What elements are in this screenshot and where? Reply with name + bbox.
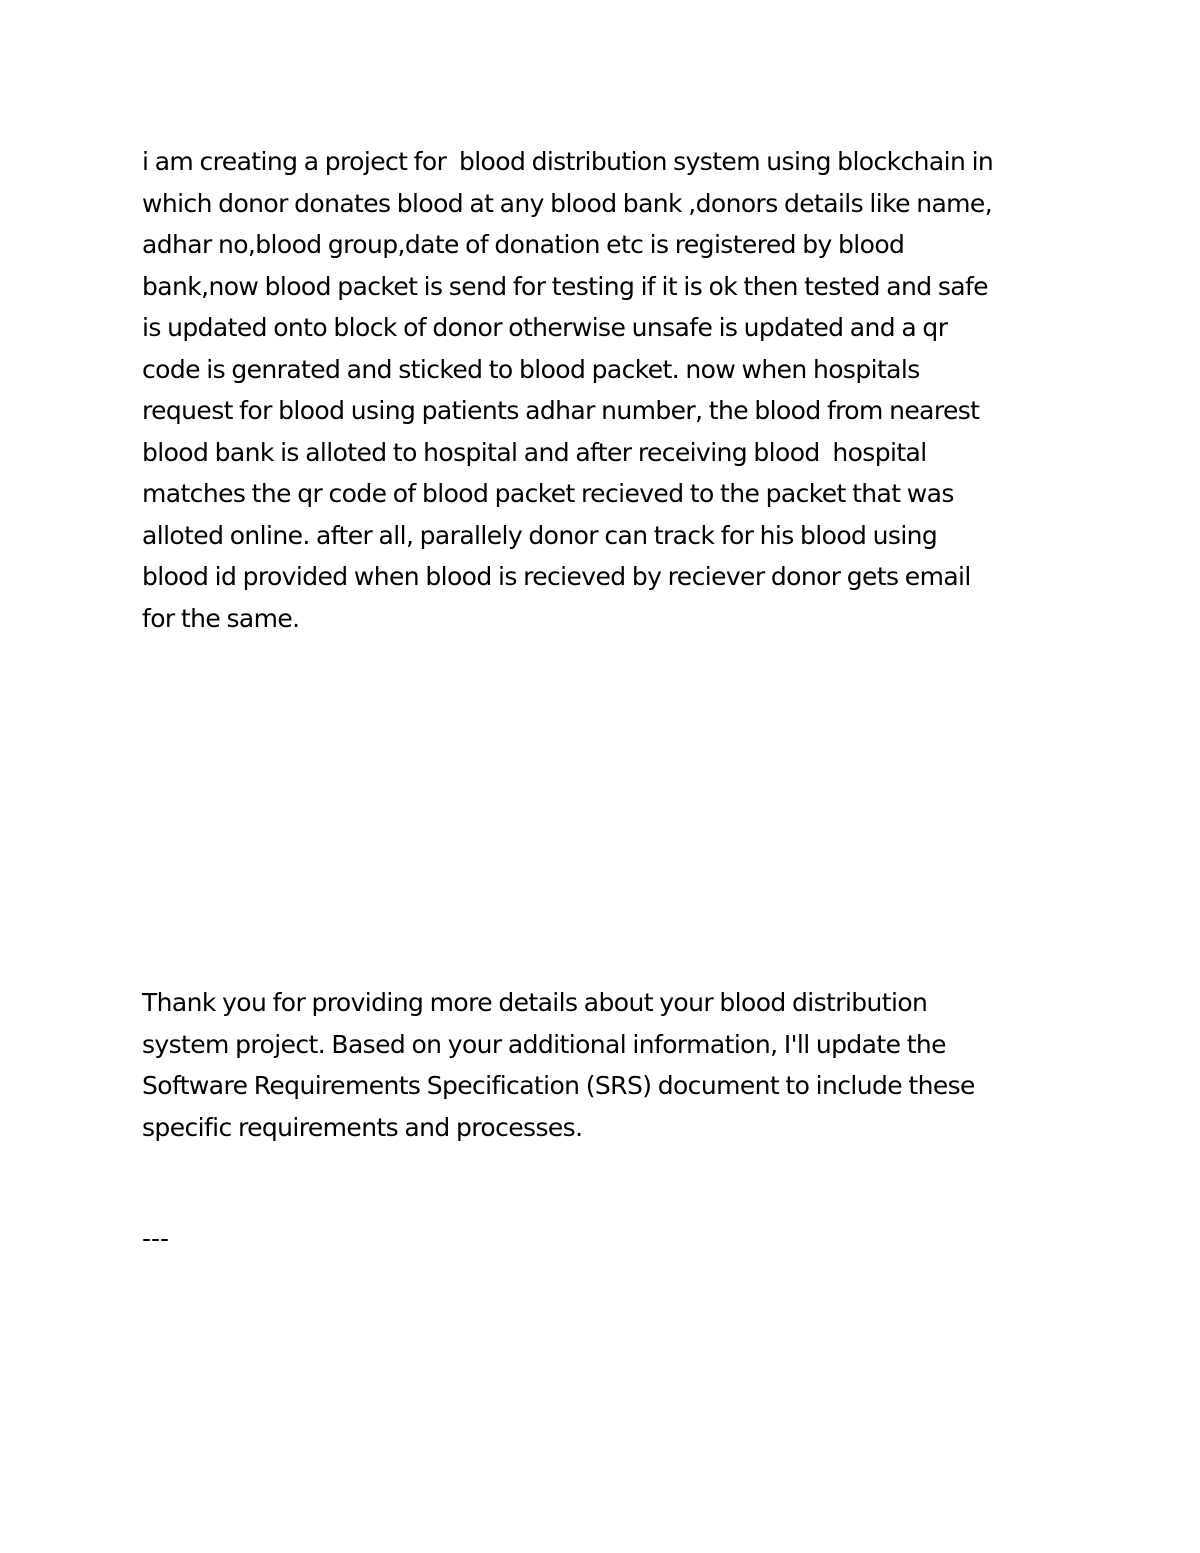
paragraph-line: which donor donates blood at any blood bank ,donors details like name, [142, 188, 993, 218]
paragraph-line: for the same. [142, 603, 300, 633]
response-paragraph [142, 982, 1062, 1148]
paragraph-line: Software Requirements Specification (SRS) document to include these [142, 1071, 975, 1100]
paragraph-line: Thank you for providing more details about your blood distribution [142, 988, 928, 1017]
paragraph-line: system project. Based on your additional information, I'll update the [142, 1029, 946, 1059]
paragraph-line: alloted online. after all, parallely donor can track for his blood using [142, 520, 938, 550]
paragraph-line: request for blood using patients adhar number, the blood from nearest [142, 396, 980, 425]
paragraph-line: matches the qr code of blood packet recieved to the packet that was [142, 479, 954, 508]
separator-text: --- [142, 1224, 170, 1253]
paragraph-line: code is genrated and sticked to blood packet. now when hospitals [142, 354, 920, 384]
paragraph-line: is updated onto block of donor otherwise unsafe is updated and a qr [142, 313, 948, 342]
paragraph-line: blood bank is alloted to hospital and after receiving blood hospital [142, 437, 927, 467]
user-request-paragraph [142, 141, 1062, 639]
paragraph-line: specific requirements and processes. [142, 1112, 583, 1142]
paragraph-line: bank,now blood packet is send for testing if it is ok then tested and safe [142, 271, 988, 301]
paragraph-line: blood id provided when blood is recieved by reciever donor gets email [142, 562, 971, 591]
paragraph-line: adhar no,blood group,date of donation etc is registered by blood [142, 230, 905, 259]
paragraph-line: i am creating a project for blood distribution system using blockchain in [142, 147, 994, 176]
